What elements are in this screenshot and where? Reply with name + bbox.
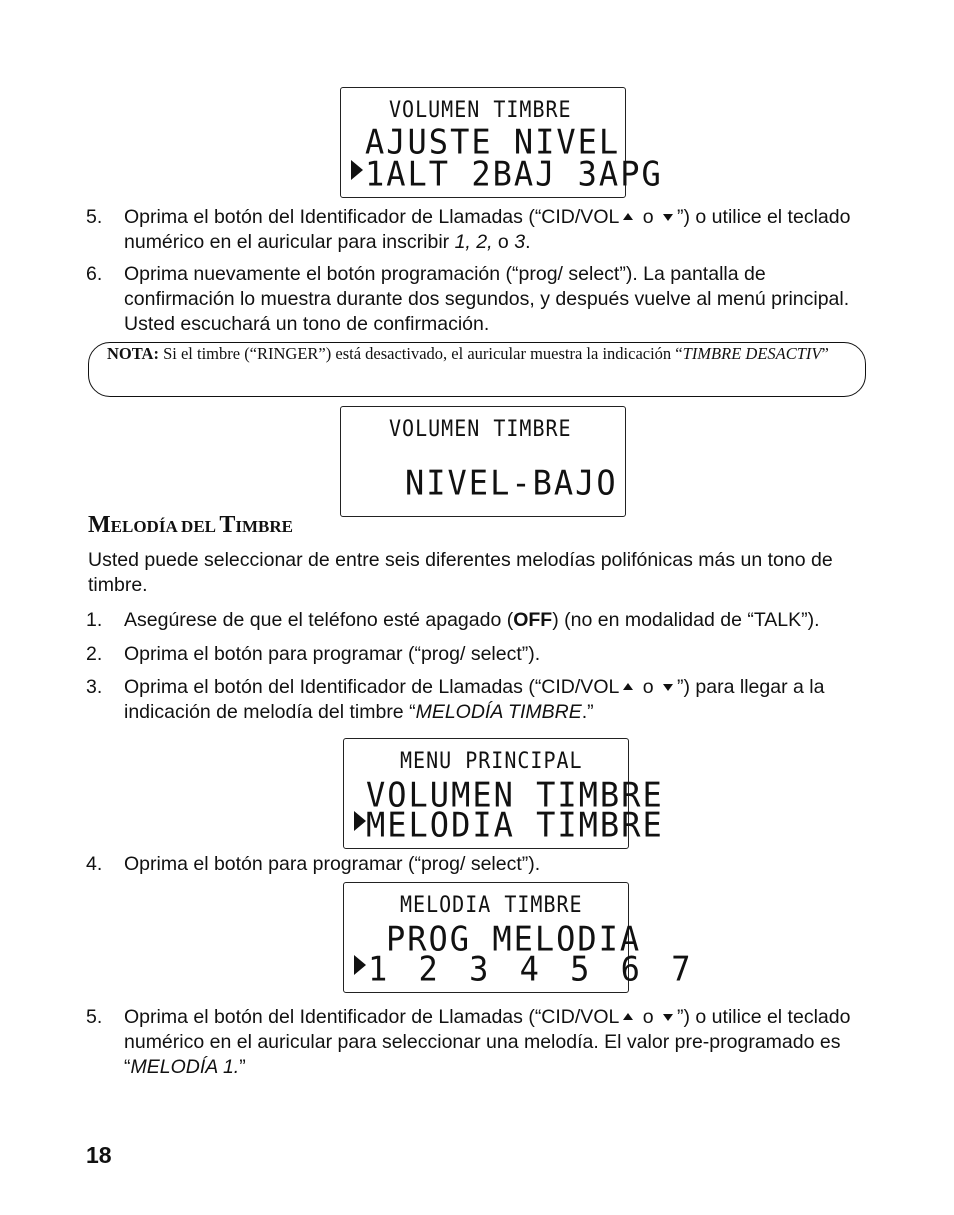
heading-cap: T (219, 512, 236, 538)
step-number: 6. (86, 263, 103, 285)
step-text-part: ” (239, 1056, 246, 1078)
intro-paragraph: Usted puede seleccionar de entre seis diferentes melodías polifónicas más un tono de timbre. (88, 549, 833, 596)
step-number: 3. (86, 676, 103, 698)
step-text-part: . (525, 231, 531, 253)
step-text-part: Oprima el botón del Identificador de Llamadas (“CID/VOL (124, 676, 620, 698)
step-italic: MELODÍA 1. (130, 1056, 240, 1078)
section-heading-melodia-timbre (88, 512, 293, 539)
lcd-display-menu-principal (343, 738, 664, 849)
lcd-line-2: PROG MELODIA (386, 919, 642, 959)
lcd-line-1: MENU PRINCIPAL (400, 747, 583, 774)
note-text: Si el timbre (“RINGER”) está desactivado, el auricular muestra la indicación “ (158, 344, 683, 363)
lcd-line-2: NIVEL-BAJO (405, 463, 618, 503)
step-italic: MELODÍA TIMBRE (415, 701, 582, 723)
step-text: Oprima el botón para programar (“prog/ select”). (124, 643, 541, 665)
step-text-part: o (637, 206, 660, 228)
lcd-line-3: MELODIA TIMBRE (366, 805, 664, 845)
step-number: 5. (86, 206, 103, 228)
step-text: Oprima nuevamente el botón programación (“prog/ select”). La pantalla de confirmación lo muestra durante dos segundos, y después vuelve al menú principal. Usted escuchará un tono de confirmación. (124, 263, 850, 335)
step-text-part: ”) o utilice el teclado numérico en el auricular para seleccionar una melodía. El valor pre-programado es “ (124, 1006, 851, 1078)
step-text (124, 1005, 872, 1080)
note-box (88, 342, 866, 397)
down-arrow-icon (663, 1014, 673, 1021)
step-italic: 1, 2, (454, 231, 493, 253)
step-text-part: ”) para llegar a la indicación de melodía del timbre “ (124, 676, 825, 723)
page-number: 18 (86, 1142, 112, 1168)
step-text-part: o (492, 231, 515, 253)
lcd-display-prog-melodia (343, 882, 697, 993)
note-label: NOTA: (107, 344, 159, 363)
step-text-part: o (637, 1006, 660, 1028)
step-italic: 3 (514, 231, 526, 253)
lcd-line-3: 1 2 3 4 5 6 7 (368, 949, 697, 989)
step-text-part: ”) o utilice el teclado numérico en el auricular para inscribir (124, 206, 851, 253)
note-italic: TIMBRE DESACTIV (682, 344, 822, 363)
step-number: 2. (86, 643, 103, 665)
step-number: 1. (86, 609, 103, 631)
step-bold: OFF (513, 609, 553, 631)
heading-smallcaps: ELODÍA DEL (110, 517, 220, 536)
selector-arrow-icon (351, 160, 363, 180)
step-text: Oprima el botón para programar (“prog/ select”). (124, 853, 541, 875)
step-number: 5. (86, 1006, 103, 1028)
step-text (124, 205, 872, 255)
step-text (124, 608, 872, 633)
lcd-line-3: 1ALT 2BAJ 3APG (365, 154, 663, 194)
heading-cap: M (88, 512, 111, 538)
up-arrow-icon (623, 1013, 633, 1020)
step-number: 4. (86, 853, 103, 875)
step-text-part: .” (581, 701, 594, 723)
selector-arrow-icon (354, 811, 366, 831)
lcd-display-ajuste-nivel (340, 87, 663, 198)
down-arrow-icon (663, 684, 673, 691)
step-text (124, 675, 872, 725)
lcd-line-1: VOLUMEN TIMBRE (389, 96, 572, 123)
step-text-part: Asegúrese de que el teléfono esté apagado ( (124, 609, 514, 631)
lcd-line-2: AJUSTE NIVEL (365, 122, 621, 162)
note-end: ” (821, 344, 829, 363)
heading-smallcaps: IMBRE (235, 517, 293, 536)
step-text-part: Oprima el botón del Identificador de Llamadas (“CID/VOL (124, 206, 620, 228)
up-arrow-icon (623, 683, 633, 690)
lcd-line-1: MELODIA TIMBRE (400, 891, 583, 918)
lcd-line-2: VOLUMEN TIMBRE (366, 775, 664, 815)
step-text-part: o (637, 676, 660, 698)
step-text-part: Oprima el botón del Identificador de Llamadas (“CID/VOL (124, 1006, 620, 1028)
selector-arrow-icon (354, 955, 366, 975)
step-text-part: ) (no en modalidad de “TALK”). (552, 609, 820, 631)
up-arrow-icon (623, 213, 633, 220)
lcd-display-nivel-bajo (340, 406, 626, 517)
down-arrow-icon (663, 214, 673, 221)
lcd-line-1: VOLUMEN TIMBRE (389, 415, 572, 442)
